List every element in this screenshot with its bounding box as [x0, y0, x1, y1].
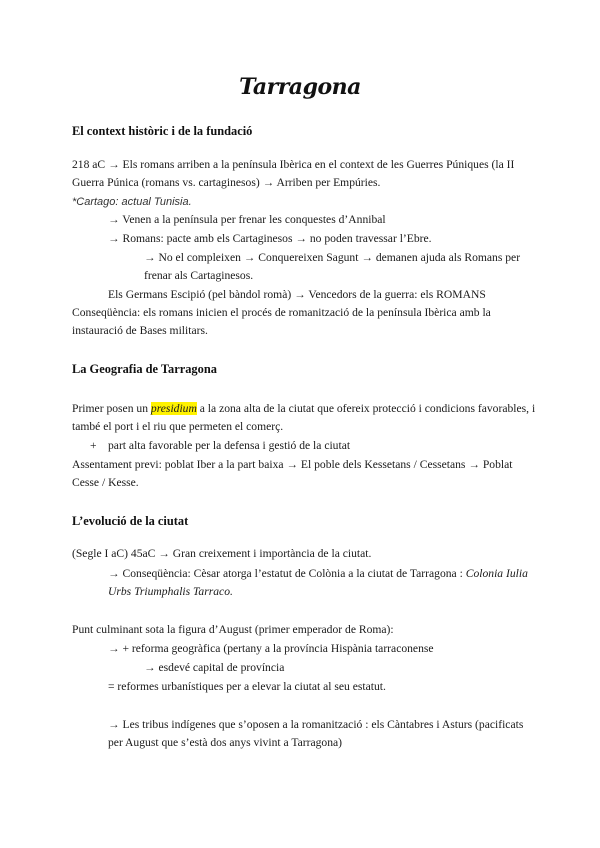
section-heading-evolucio: L’evolució de la ciutat [72, 514, 189, 528]
line-capital: → esdevé capital de província [144, 661, 285, 674]
line-august: Punt culminant sota la figura d’August (primer emperador de Roma): [72, 623, 394, 636]
section-heading-context: El context històric i de la fundació [72, 124, 253, 138]
presidium-post: a la zona alta de la ciutat que ofereix protecció i condicions favorables, i també el port i el riu que permeten el comerç. [72, 402, 536, 433]
presidium-highlight: presidium [150, 402, 197, 415]
document-title: Tarragona [239, 74, 361, 100]
line-pacte: → Romans: pacte amb els Cartaginesos → no poden travessar l’Ebre. [108, 232, 432, 245]
section-heading-geografia: La Geografia de Tarragona [72, 362, 217, 376]
line-segle: (Segle I aC) 45aC → Gran creixement i importància de la ciutat. [72, 547, 372, 560]
line-reformes: = reformes urbanístiques per a elevar la ciutat al seu estatut. [108, 680, 386, 693]
line-annibal: → Venen a la península per frenar les conquestes d’Annibal [108, 213, 386, 226]
line-tribus: → Les tribus indígenes que s’oposen a la romanització : els Càntabres i Asturs (pacificats per August que s’està dos anys vivint a Tarragona) [108, 718, 524, 749]
colonia-name: Colonia Iulia Urbs Triumphalis Tarraco. [108, 567, 528, 598]
line-colonia [108, 565, 538, 601]
colonia-pre: → Conseqüència: Cèsar atorga l’estatut de Colònia a la ciutat de Tarragona : [108, 567, 466, 580]
line-sagunt: → No el compleixen → Conquereixen Sagunt → demanen ajuda als Romans per frenar als Cartaginesos. [144, 251, 521, 282]
paragraph-presidium [72, 400, 542, 436]
bullet-plus: + [90, 439, 97, 452]
paragraph-assentament: Assentament previ: poblat Iber a la part baixa → El poble dels Kessetans / Cessetans → Poblat Cesse / Kesse. [72, 458, 513, 489]
paragraph-consequencia: Conseqüència: els romans inicien el procés de romanització de la península Ibèrica amb la instauració de Bases militars. [72, 306, 491, 337]
presidium-pre: Primer posen un [72, 402, 151, 415]
line-escipio: Els Germans Escipió (pel bàndol romà) → Vencedors de la guerra: els ROMANS [108, 288, 486, 301]
paragraph-arrival: 218 aC → Els romans arriben a la península Ibèrica en el context de les Guerres Púniques (la II Guerra Púnica (romans vs. cartaginesos) → Arriben per Empúries. [72, 158, 515, 189]
note-cartago: *Cartago: actual Tunisia. [72, 196, 192, 208]
bullet-part-alta [90, 437, 550, 455]
line-reforma: → + reforma geogràfica (pertany a la província Hispània tarraconense [108, 642, 434, 655]
bullet-part-alta-text: part alta favorable per la defensa i gestió de la ciutat [108, 439, 351, 452]
